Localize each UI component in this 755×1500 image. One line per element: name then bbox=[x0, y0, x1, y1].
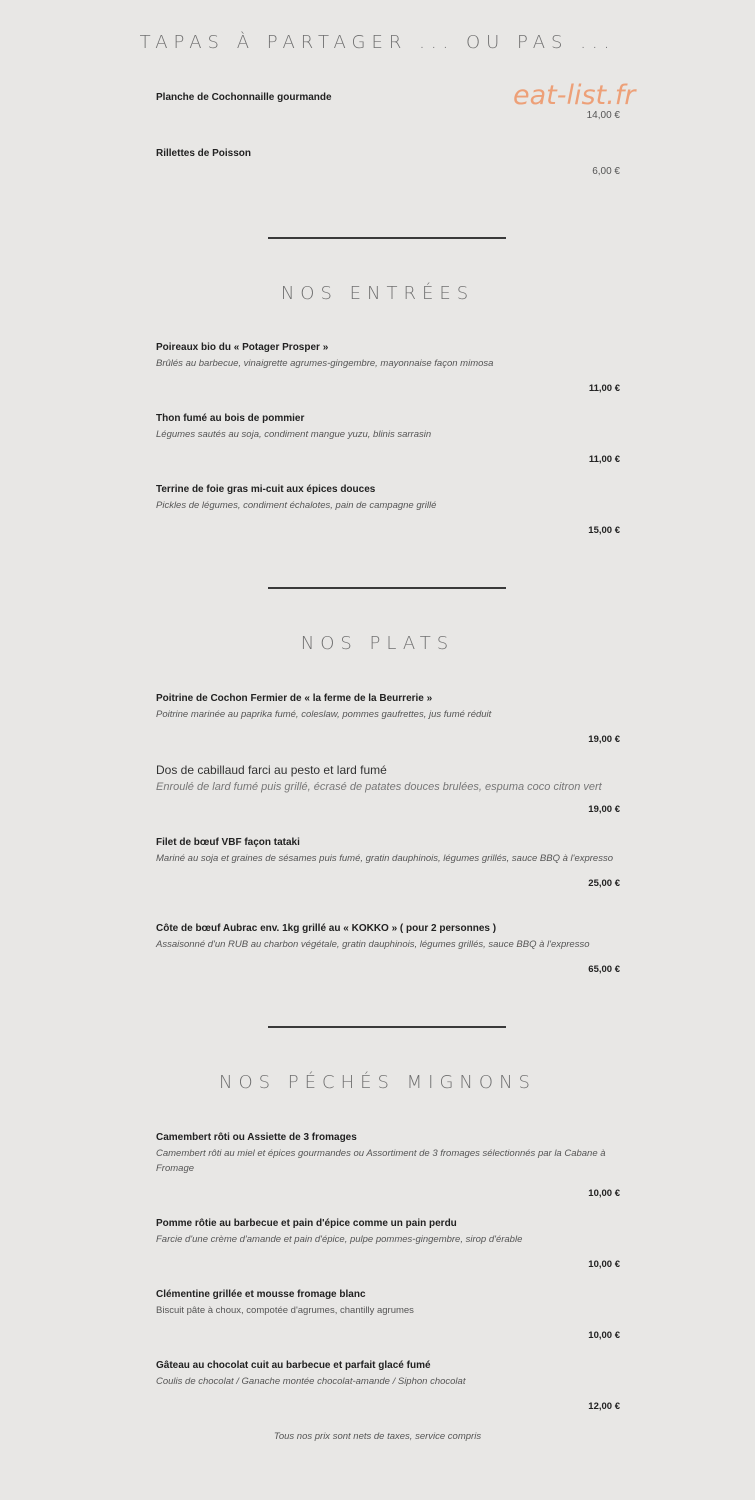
section-title-entrees: NOS ENTRÉES bbox=[280, 283, 475, 304]
section-divider bbox=[268, 587, 506, 589]
menu-item bbox=[156, 762, 620, 815]
item-price: 25,00 € bbox=[588, 878, 620, 889]
menu-item bbox=[156, 692, 620, 745]
menu-item bbox=[156, 341, 620, 394]
item-description: Pickles de légumes, condiment échalotes, pain de campagne grillé bbox=[156, 500, 437, 511]
section-title-tapas: TAPAS À PARTAGER ... OU PAS ... bbox=[139, 32, 616, 53]
footer-note: Tous nos prix sont nets de taxes, service compris bbox=[273, 1431, 482, 1442]
item-name: Dos de cabillaud farci au pesto et lard fumé bbox=[156, 763, 387, 777]
item-name: Pomme rôtie au barbecue et pain d'épice comme un pain perdu bbox=[156, 1218, 457, 1229]
menu-item bbox=[156, 1359, 620, 1412]
item-name: Côte de bœuf Aubrac env. 1kg grillé au « KOKKO » ( pour 2 personnes ) bbox=[156, 923, 497, 934]
item-name: Clémentine grillée et mousse fromage blanc bbox=[156, 1289, 366, 1300]
item-description: Biscuit pâte à choux, compotée d'agrumes, chantilly agrumes bbox=[156, 1305, 414, 1316]
item-price: 6,00 € bbox=[592, 166, 620, 177]
item-price: 10,00 € bbox=[588, 1188, 620, 1199]
item-name: Planche de Cochonnaille gourmande bbox=[156, 92, 332, 103]
watermark-logo: eat-list.fr bbox=[513, 80, 636, 111]
menu-item bbox=[156, 836, 620, 889]
section-title-plats: NOS PLATS bbox=[300, 633, 455, 654]
item-name: Filet de bœuf VBF façon tataki bbox=[156, 837, 300, 848]
menu-item bbox=[156, 147, 620, 177]
section-divider bbox=[268, 1026, 506, 1028]
menu-item bbox=[156, 1217, 620, 1270]
menu-item bbox=[156, 1288, 620, 1341]
item-price: 15,00 € bbox=[588, 525, 620, 536]
section-divider bbox=[268, 237, 506, 239]
item-name: Gâteau au chocolat cuit au barbecue et parfait glacé fumé bbox=[156, 1360, 431, 1371]
item-description: Camembert rôti au miel et épices gourmandes ou Assortiment de 3 fromages sélectionnés par la Cabane à Fromage bbox=[156, 1148, 606, 1174]
item-price: 65,00 € bbox=[588, 964, 620, 975]
menu-item bbox=[156, 483, 620, 536]
item-description: Coulis de chocolat / Ganache montée chocolat-amande / Siphon chocolat bbox=[156, 1376, 466, 1387]
item-price: 19,00 € bbox=[588, 734, 620, 745]
item-description: Assaisonné d'un RUB au charbon végétale, gratin dauphinois, légumes grillés, sauce BBQ à l'expresso bbox=[156, 939, 590, 950]
menu-item bbox=[156, 922, 620, 975]
item-description: Farcie d'une crème d'amande et pain d'épice, pulpe pommes-gingembre, sirop d'érable bbox=[156, 1234, 523, 1245]
item-name: Rillettes de Poisson bbox=[156, 148, 252, 159]
section-title-peches-mignons: NOS PÉCHÉS MIGNONS bbox=[219, 1072, 536, 1093]
item-description: Brûlés au barbecue, vinaigrette agrumes-gingembre, mayonnaise façon mimosa bbox=[156, 358, 494, 369]
item-description: Poitrine marinée au paprika fumé, coleslaw, pommes gaufrettes, jus fumé réduit bbox=[156, 709, 492, 720]
item-name: Poireaux bio du « Potager Prosper » bbox=[156, 342, 329, 353]
item-description: Enroulé de lard fumé puis grillé, écrasé de patates douces brulées, espuma coco citron vert bbox=[156, 781, 602, 793]
item-price: 12,00 € bbox=[588, 1401, 620, 1412]
item-price: 19,00 € bbox=[588, 804, 620, 815]
item-name: Camembert rôti ou Assiette de 3 fromages bbox=[156, 1132, 357, 1143]
item-description: Légumes sautés au soja, condiment mangue yuzu, blinis sarrasin bbox=[156, 429, 432, 440]
item-price: 11,00 € bbox=[588, 454, 620, 465]
item-name: Terrine de foie gras mi-cuit aux épices douces bbox=[156, 484, 376, 495]
item-price: 10,00 € bbox=[588, 1259, 620, 1270]
item-description: Mariné au soja et graines de sésames puis fumé, gratin dauphinois, légumes grillés, sauce BBQ à l'expresso bbox=[156, 853, 613, 864]
item-price: 10,00 € bbox=[588, 1330, 620, 1341]
menu-item bbox=[156, 91, 620, 121]
item-name: Thon fumé au bois de pommier bbox=[156, 413, 305, 424]
menu-item bbox=[156, 412, 620, 465]
item-price: 11,00 € bbox=[588, 383, 620, 394]
item-name: Poitrine de Cochon Fermier de « la ferme de la Beurrerie » bbox=[156, 693, 433, 704]
menu-item bbox=[156, 1131, 620, 1199]
item-price: 14,00 € bbox=[586, 110, 620, 121]
